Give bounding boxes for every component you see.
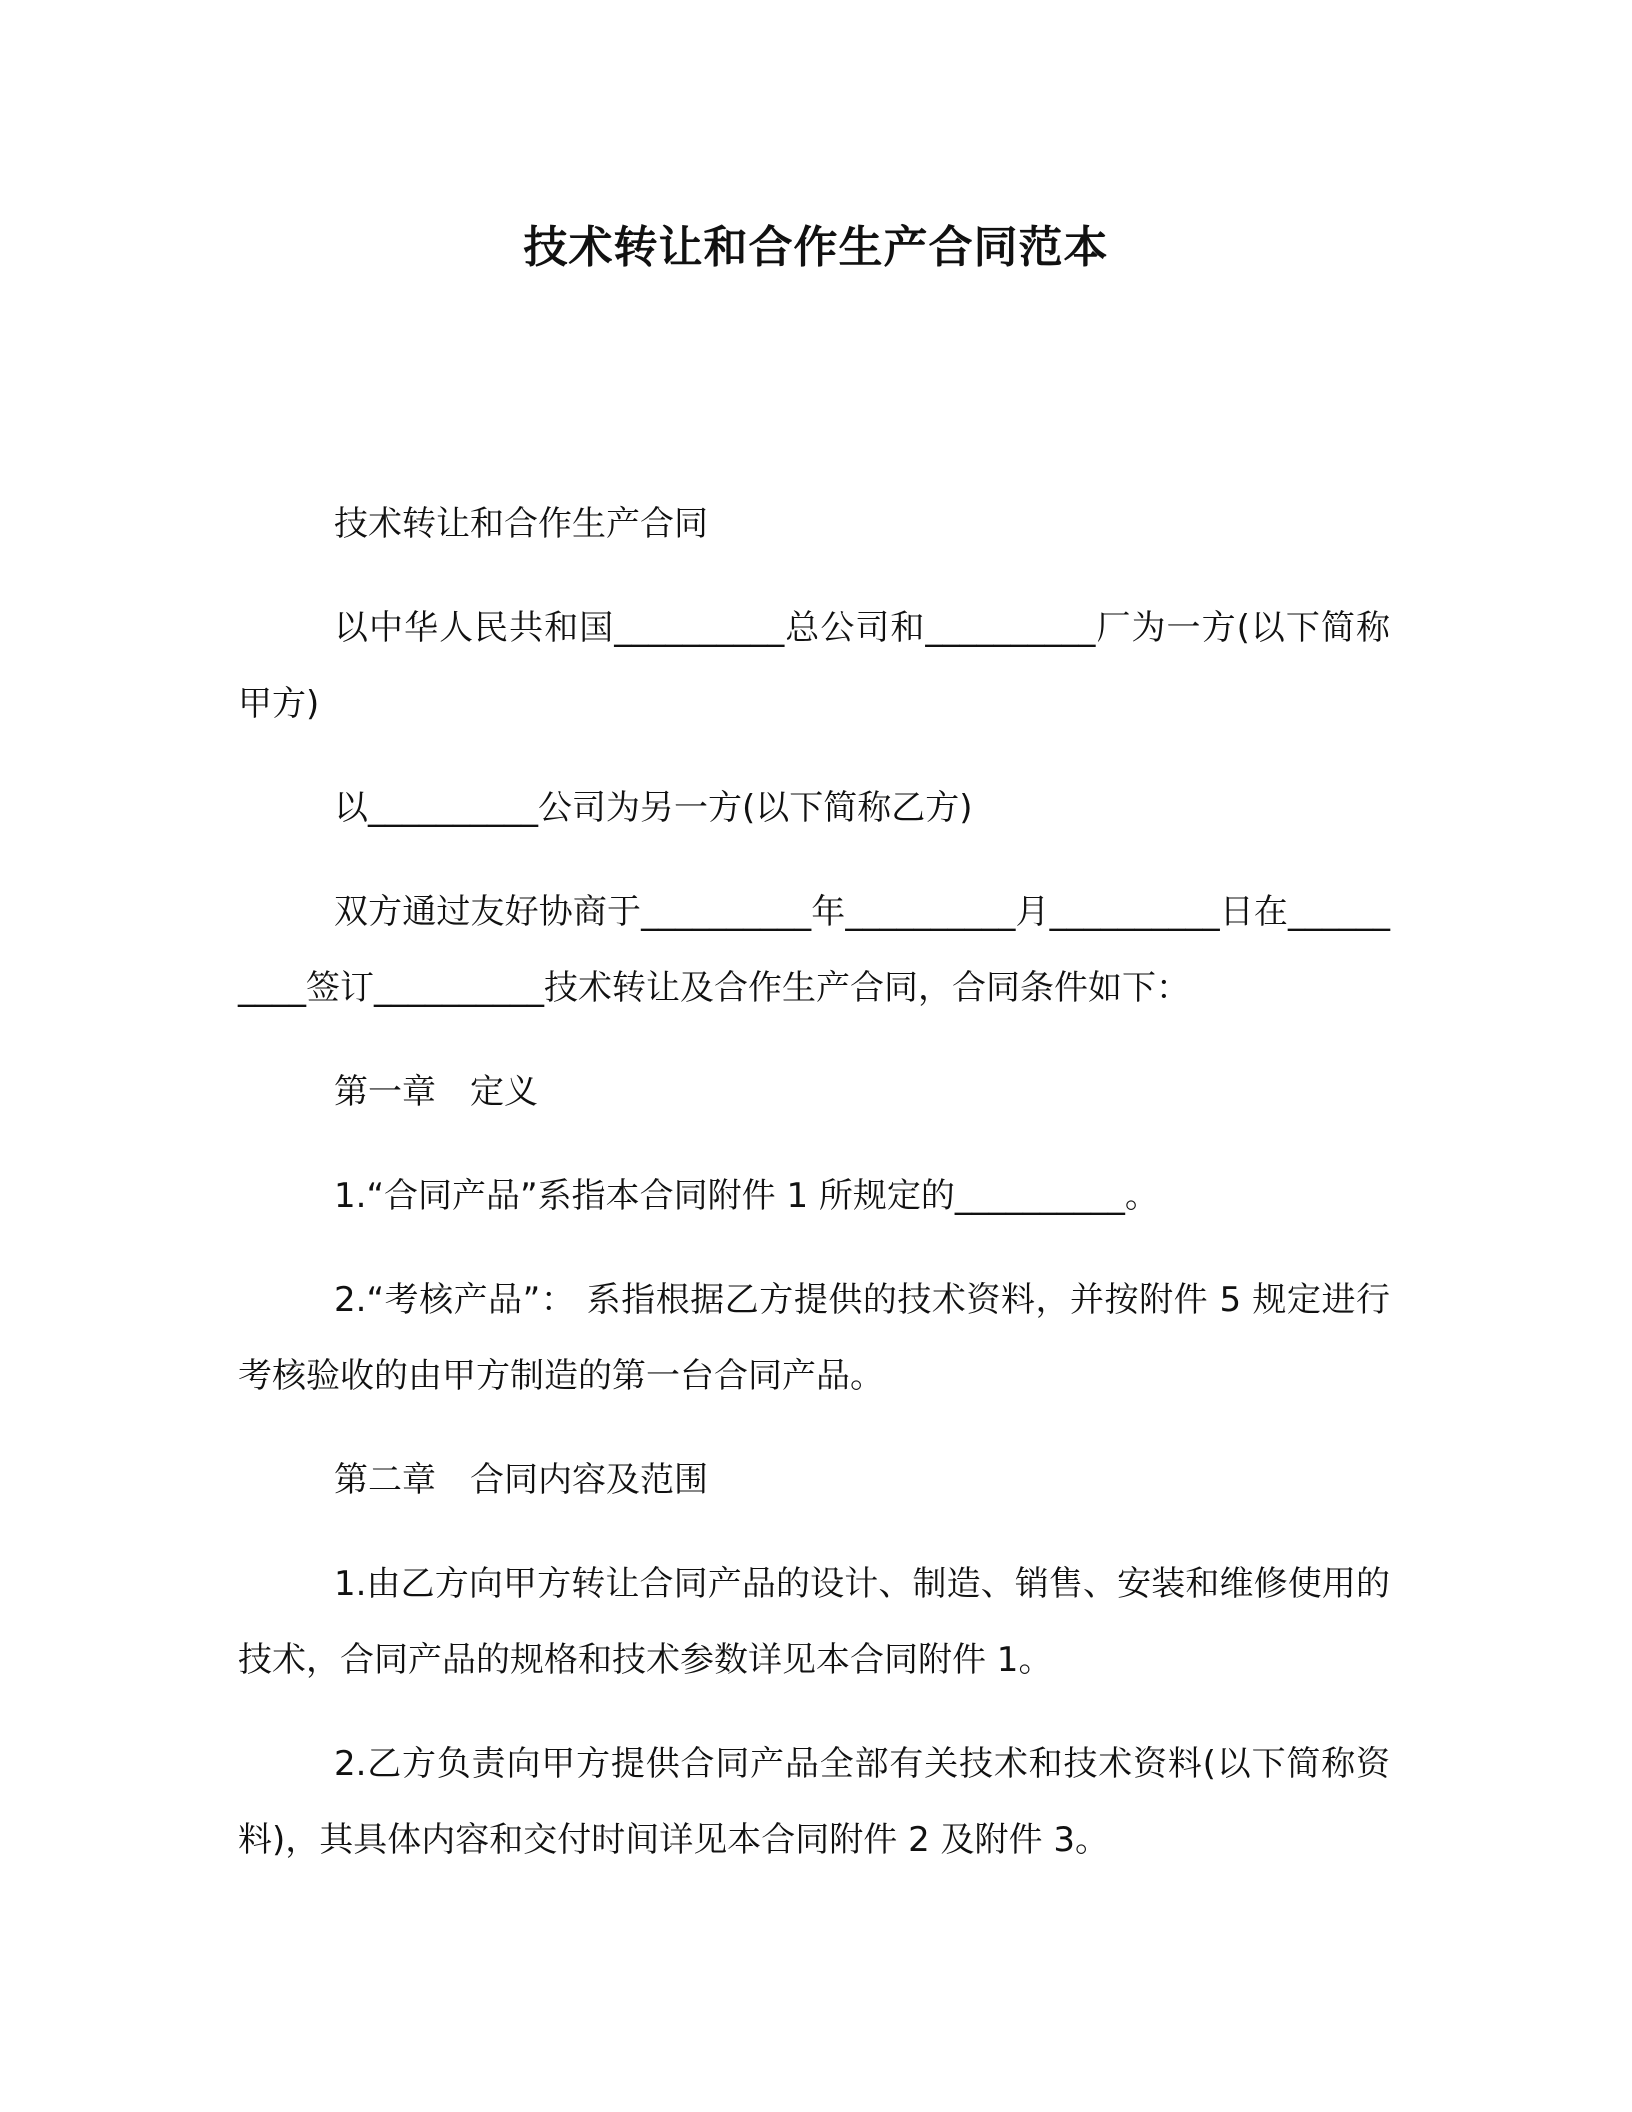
chapter-two-heading: 第二章 合同内容及范围 [334, 1460, 708, 1500]
clause-2-1: 1.由乙方向甲方转让合同产品的设计、制造、销售、安装和维修使用的技术，合同产品的规格和技术参数详见本合同附件 1。 [238, 1564, 1390, 1680]
document-body [238, 486, 1390, 1906]
paragraph-party-b: 以__________公司为另一方(以下简称乙方) [334, 788, 973, 828]
paragraph-signing: 双方通过友好协商于__________年__________月__________日在__________签订__________技术转让及合作生产合同，合同条件如下： [238, 892, 1390, 1008]
document-title: 技术转让和合作生产合同范本 [523, 222, 1109, 273]
paragraph-party-a: 以中华人民共和国__________总公司和__________厂为一方(以下简称甲方) [238, 608, 1390, 724]
clause-1-2: 2.“考核产品”： 系指根据乙方提供的技术资料，并按附件 5 规定进行考核验收的由甲方制造的第一台合同产品。 [238, 1280, 1390, 1396]
paragraph-contract-heading: 技术转让和合作生产合同 [334, 504, 708, 544]
clause-1-1: 1.“合同产品”系指本合同附件 1 所规定的__________。 [334, 1176, 1159, 1216]
chapter-one-heading: 第一章 定义 [334, 1072, 538, 1112]
clause-2-2: 2.乙方负责向甲方提供合同产品全部有关技术和技术资料(以下简称资料)，其具体内容和交付时间详见本合同附件 2 及附件 3。 [238, 1744, 1390, 1860]
